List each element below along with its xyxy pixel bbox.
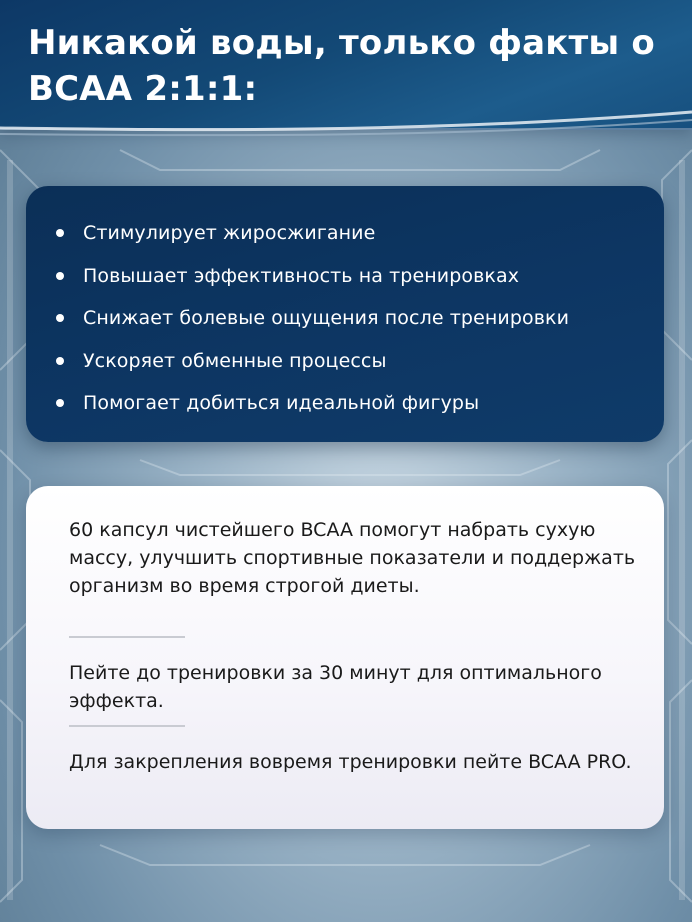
benefit-item	[56, 297, 664, 340]
benefits-card	[26, 186, 664, 442]
benefit-text: Помогает добиться идеальной фигуры	[83, 392, 480, 415]
divider	[69, 636, 185, 638]
bullet-dot-icon	[56, 229, 64, 237]
divider	[69, 725, 185, 727]
benefit-item	[56, 340, 664, 383]
bullet-dot-icon	[56, 314, 64, 322]
bullet-dot-icon	[56, 272, 64, 280]
benefit-text: Повышает эффективность на тренировках	[83, 264, 520, 287]
benefit-item	[56, 212, 664, 255]
header-swoosh-decoration	[0, 108, 692, 148]
info-paragraph-capsules: 60 капсул чистейшего BCAA помогут набрать сухую массу, улучшить спортивные показатели и поддержать организм во время строгой диеты.	[69, 519, 636, 597]
bullet-dot-icon	[56, 357, 64, 365]
benefit-item	[56, 382, 664, 425]
benefit-item	[56, 255, 664, 298]
info-paragraph-usage: Пейте до тренировки за 30 минут для оптимального эффекта.	[69, 662, 602, 712]
benefit-text: Снижает болевые ощущения после тренировки	[83, 307, 570, 330]
info-paragraph-pro: Для закрепления вовремя тренировки пейте BCAA PRO.	[69, 751, 632, 773]
bullet-dot-icon	[56, 399, 64, 407]
page-title: Никакой воды, только факты о BCAA 2:1:1:	[28, 23, 655, 109]
benefit-text: Ускоряет обменные процессы	[83, 349, 387, 372]
benefits-list	[26, 186, 664, 425]
benefit-text: Стимулирует жиросжигание	[83, 222, 376, 245]
info-card	[26, 486, 664, 829]
